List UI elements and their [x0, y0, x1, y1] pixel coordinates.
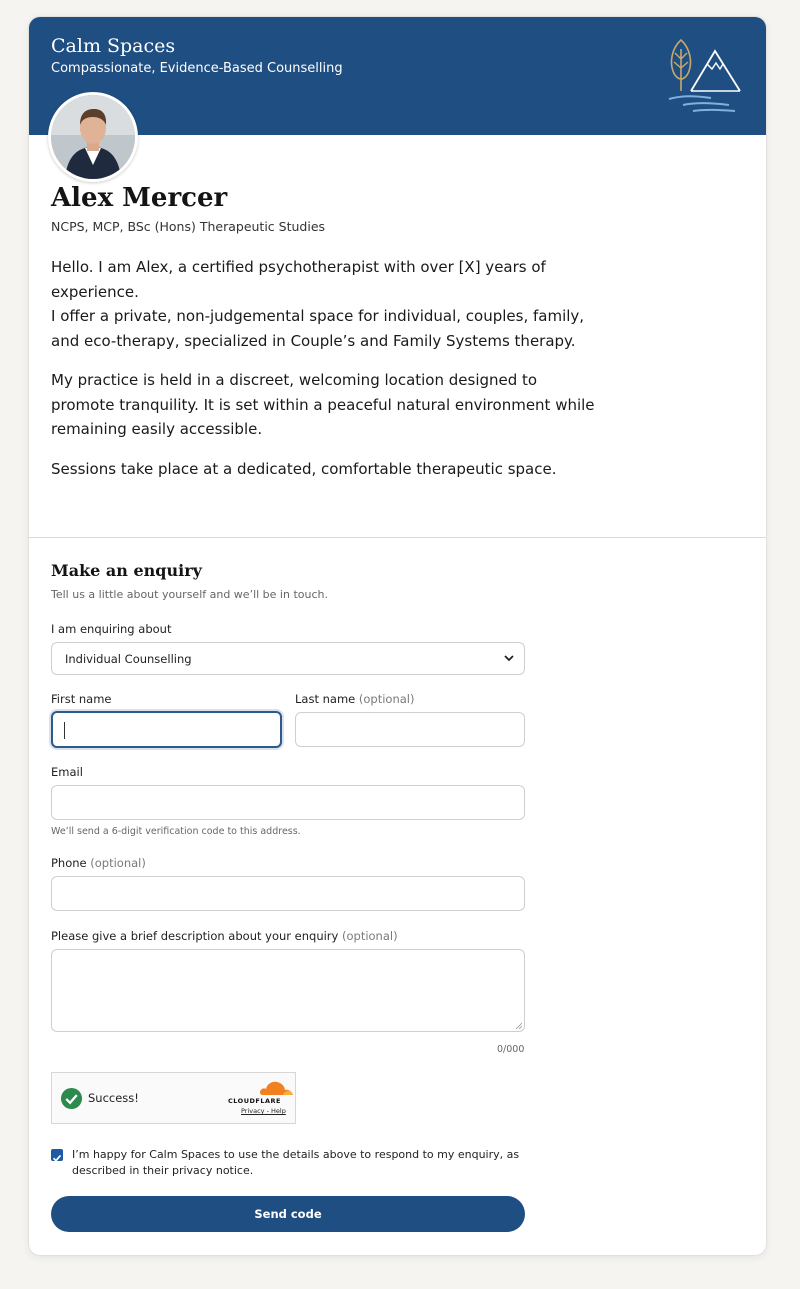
- resize-handle-icon[interactable]: [515, 1022, 522, 1029]
- bio-sessions: Sessions take place at a dedicated, comfortable therapeutic space.: [51, 459, 557, 478]
- chevron-down-icon: [503, 652, 515, 664]
- phone-optional: (optional): [90, 856, 146, 870]
- tree-mountain-logo-icon: [663, 35, 745, 117]
- brand-tagline: Compassionate, Evidence-Based Counselling: [51, 61, 343, 76]
- send-code-button[interactable]: Send code: [51, 1196, 525, 1232]
- text-caret: [64, 722, 65, 739]
- last-name-optional: (optional): [358, 692, 415, 706]
- last-name-label: [295, 692, 414, 706]
- brand-name: Calm Spaces: [51, 35, 176, 57]
- bio-paragraph: [51, 255, 596, 353]
- description-optional: (optional): [342, 929, 398, 943]
- checkmark-icon: [51, 1152, 63, 1164]
- character-counter: 0/000: [497, 1044, 525, 1055]
- enquiry-type-label: I am enquiring about: [51, 622, 172, 636]
- phone-label: [51, 856, 146, 870]
- phone-label-text: Phone: [51, 856, 87, 870]
- cloudflare-logo-icon: [257, 1079, 295, 1097]
- description-textarea[interactable]: [51, 949, 525, 1032]
- header-banner: [29, 17, 766, 135]
- captcha-privacy-help-link[interactable]: Privacy - Help: [241, 1107, 286, 1115]
- enquiry-type-select[interactable]: [51, 642, 525, 675]
- section-divider: [29, 537, 766, 538]
- description-label: [51, 929, 398, 943]
- enquiry-type-value: Individual Counselling: [65, 652, 192, 666]
- therapist-name: Alex Mercer: [51, 183, 228, 213]
- description-label-text: Please give a brief description about your enquiry: [51, 929, 339, 943]
- last-name-label-text: Last name: [295, 692, 356, 706]
- consent-text: I’m happy for Calm Spaces to use the details above to respond to my enquiry, as described in their privacy notice.: [72, 1148, 520, 1177]
- bio-intro: Hello. I am Alex, a certified psychotherapist with over [X] years of experience.: [51, 258, 546, 301]
- email-label: Email: [51, 765, 83, 779]
- avatar: [48, 92, 138, 182]
- phone-field[interactable]: [51, 876, 525, 911]
- form-title: Make an enquiry: [51, 561, 202, 580]
- cloudflare-wordmark: CLOUDFLARE: [228, 1097, 281, 1105]
- captcha-status: Success!: [88, 1091, 139, 1105]
- email-field[interactable]: [51, 785, 525, 820]
- first-name-label: First name: [51, 692, 112, 706]
- success-check-icon: [60, 1087, 83, 1110]
- bio: [51, 255, 596, 496]
- email-hint: We’ll send a 6-digit verification code to this address.: [51, 826, 301, 837]
- bio-services: I offer a private, non-judgemental space for individual, couples, family, and eco-therapy, specialized in Couple’s and Family Systems therapy.: [51, 307, 585, 350]
- consent-checkbox[interactable]: [51, 1149, 63, 1161]
- first-name-field[interactable]: [51, 711, 282, 748]
- last-name-field[interactable]: [295, 712, 525, 747]
- bio-location: My practice is held in a discreet, welcoming location designed to promote tranquility. It is set within a peaceful natural environment while remaining easily accessible.: [51, 371, 595, 438]
- form-subtitle: Tell us a little about yourself and we’ll be in touch.: [51, 588, 328, 601]
- captcha-widget[interactable]: [51, 1072, 296, 1124]
- profile-card: [28, 16, 767, 1256]
- credentials: NCPS, MCP, BSc (Hons) Therapeutic Studies: [51, 219, 326, 234]
